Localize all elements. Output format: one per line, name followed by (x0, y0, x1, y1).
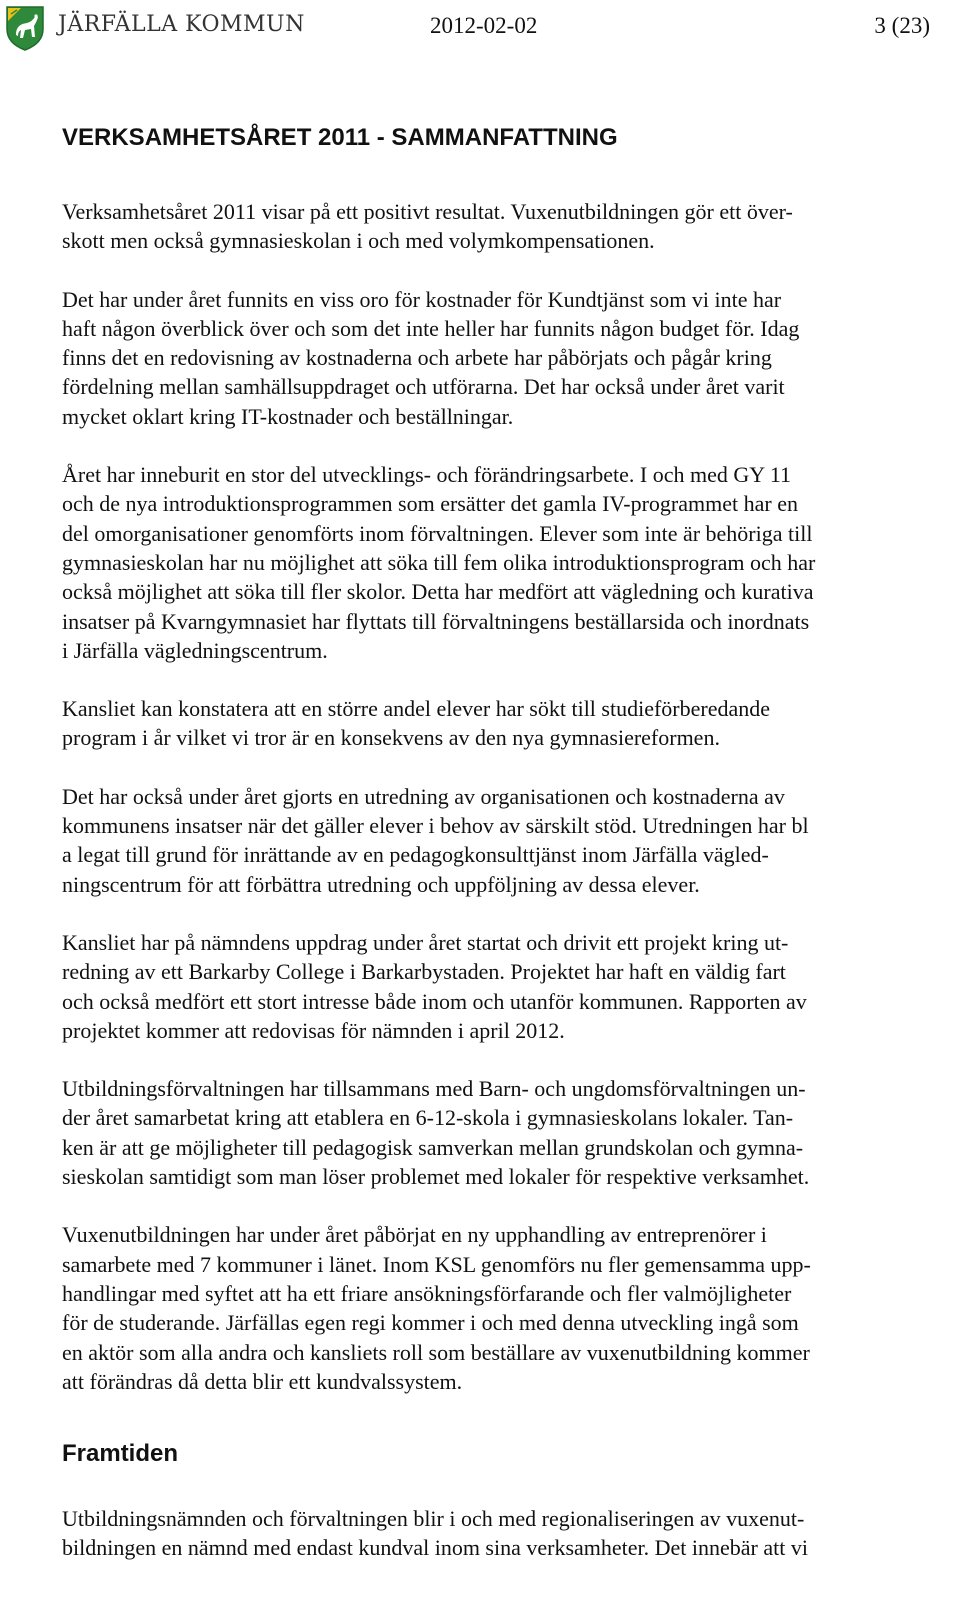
paragraph-6 (62, 928, 960, 1045)
text-line: kommunens insatser när det gäller elever i behov av särskilt stöd. Utredningen har bl (62, 813, 809, 839)
text-line: handlingar med syftet att ha ett friare ansökningsförfarande och fler valmöjligheter (62, 1280, 792, 1306)
page-header (0, 0, 960, 60)
paragraph-2 (62, 285, 960, 431)
text-line: Det har under året funnits en viss oro för kostnader för Kundtjänst som vi inte har (62, 286, 782, 312)
paragraph-1 (62, 197, 960, 256)
paragraph-8 (62, 1220, 960, 1396)
municipal-crest-icon (5, 5, 45, 51)
text-line: en aktör som alla andra och kansliets roll som beställare av vuxenutbildning kommer (62, 1339, 810, 1365)
subsection-heading: Framtiden (62, 1440, 179, 1468)
text-line: der året samarbetat kring att etablera en 6-12-skola i gymnasieskolans lokaler. Tan- (62, 1105, 794, 1131)
text-line: del omorganisationer genomförts inom förvaltningen. Elever som inte är behöriga till (62, 520, 813, 546)
text-line: samarbete med 7 kommuner i länet. Inom KSL genomförs nu fler gemensamma upp- (62, 1251, 811, 1277)
text-line: Utbildningsförvaltningen har tillsammans med Barn- och ungdomsförvaltningen un- (62, 1076, 806, 1102)
text-line: program i år vilket vi tror är en konsekvens av den nya gymnasiereformen. (62, 725, 720, 751)
text-line: haft någon överblick över och som det inte heller har funnits någon budget för. Idag (62, 315, 800, 341)
text-line: ken är att ge möjligheter till pedagogisk samverkan mellan grundskolan och gymna- (62, 1134, 804, 1160)
text-line: a legat till grund för inrättande av en pedagogkonsulttjänst inom Järfälla vägled- (62, 842, 769, 868)
text-line: och också medfört ett stort intresse både inom och utanför kommunen. Rapporten av (62, 988, 807, 1014)
text-line: också möjlighet att söka till fler skolor. Detta har medfört att vägledning och kurativa (62, 579, 814, 605)
section-heading: VERKSAMHETSÅRET 2011 - SAMMANFATTNING (62, 124, 618, 151)
text-line: insatser på Kvarngymnasiet har flyttats till förvaltningens beställarsida och inordnats (62, 608, 810, 634)
text-line: Utbildningsnämnden och förvaltningen blir i och med regionaliseringen av vuxenut- (62, 1506, 805, 1532)
text-line: Kansliet har på nämndens uppdrag under året startat och drivit ett projekt kring ut- (62, 929, 789, 955)
paragraph-final (62, 1504, 960, 1563)
document-body (62, 122, 960, 1563)
text-line: ningscentrum för att förbättra utredning och uppföljning av dessa elever. (62, 871, 700, 897)
text-line: projektet kommer att redovisas för nämnden i april 2012. (62, 1017, 565, 1043)
page-number: 3 (23) (874, 13, 930, 38)
text-line: att förändras då detta blir ett kundvalssystem. (62, 1368, 463, 1394)
text-line: Det har också under året gjorts en utredning av organisationen och kostnaderna av (62, 783, 785, 809)
text-line: sieskolan samtidigt som man löser problemet med lokaler för respektive verksamhet. (62, 1164, 810, 1190)
text-line: Verksamhetsåret 2011 visar på ett positivt resultat. Vuxenutbildningen gör ett över- (62, 199, 793, 224)
paragraph-3 (62, 460, 960, 665)
paragraph-5 (62, 782, 960, 899)
text-line: gymnasieskolan har nu möjlighet att söka till fem olika introduktionsprogram och har (62, 549, 816, 575)
text-line: för de studerande. Järfällas egen regi kommer i och med denna utveckling ingå som (62, 1310, 799, 1336)
organization-name: JÄRFÄLLA KOMMUN (58, 12, 305, 37)
text-line: bildningen en nämnd med endast kundval inom sina verksamheter. Det innebär att vi (62, 1535, 808, 1561)
text-line: Kansliet kan konstatera att en större andel elever har sökt till studieförberedande (62, 696, 771, 722)
text-line: och de nya introduktionsprogrammen som ersätter det gamla IV-programmet har en (62, 491, 798, 517)
text-line: mycket oklart kring IT-kostnader och beställningar. (62, 403, 514, 429)
text-line: Året har inneburit en stor del utvecklings- och förändringsarbete. I och med GY 11 (62, 462, 792, 488)
text-line: Vuxenutbildningen har under året påbörjat en ny upphandling av entreprenörer i (62, 1222, 767, 1248)
text-line: i Järfälla vägledningscentrum. (62, 637, 328, 663)
document-date: 2012-02-02 (430, 13, 538, 38)
text-line: fördelning mellan samhällsuppdraget och utförarna. Det har också under året varit (62, 374, 785, 400)
paragraph-7 (62, 1074, 960, 1191)
paragraphs (62, 197, 960, 1396)
paragraph-4 (62, 694, 960, 753)
text-line: redning av ett Barkarby College i Barkarbystaden. Projektet har haft en väldig fart (62, 959, 786, 985)
text-line: skott men också gymnasieskolan i och med volymkompensationen. (62, 228, 655, 254)
text-line: finns det en redovisning av kostnaderna och arbete har påbörjats och pågår kring (62, 345, 772, 371)
